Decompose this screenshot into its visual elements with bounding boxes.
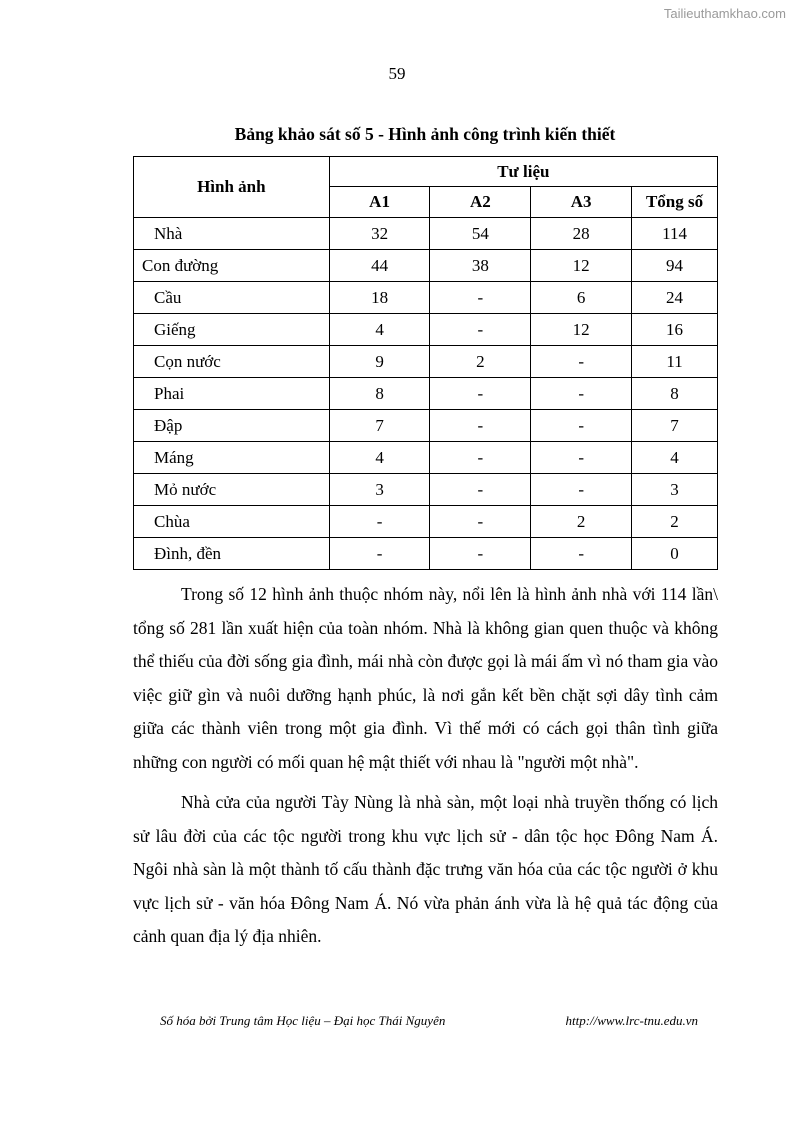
table-cell: 2 <box>531 506 632 538</box>
table-cell: 12 <box>531 250 632 282</box>
header-image: Hình ảnh <box>134 157 330 218</box>
table-row <box>134 346 718 378</box>
header-source: Tư liệu <box>329 157 717 187</box>
watermark: Tailieuthamkhao.com <box>663 6 786 21</box>
table-cell: 6 <box>531 282 632 314</box>
column-header: A1 <box>329 187 430 218</box>
footer-url: http://www.lrc-tnu.edu.vn <box>565 1013 698 1028</box>
table-cell: - <box>531 410 632 442</box>
table-row <box>134 250 718 282</box>
table-row <box>134 218 718 250</box>
page-number: 59 <box>388 64 406 83</box>
row-label: Mỏ nước <box>134 474 330 506</box>
row-label: Giếng <box>134 314 330 346</box>
row-label: Chùa <box>134 506 330 538</box>
table-cell: - <box>531 442 632 474</box>
table-row <box>134 378 718 410</box>
table-cell: 28 <box>531 218 632 250</box>
table-row <box>134 314 718 346</box>
table-cell: 16 <box>632 314 718 346</box>
table-cell: - <box>329 506 430 538</box>
row-label: Đình, đền <box>134 538 330 570</box>
table-cell: 38 <box>430 250 531 282</box>
survey-table <box>133 156 718 570</box>
table-cell: 44 <box>329 250 430 282</box>
row-label: Nhà <box>134 218 330 250</box>
paragraph: Trong số 12 hình ảnh thuộc nhóm này, nổi lên là hình ảnh nhà với 114 lần\ tổng số 281 lần xuất hiện của toàn nhóm. Nhà là không gian quen thuộc và không thể thiếu của đời sống gia đình, mái nhà còn được gọi là mái ấm vì nó tham gia vào việc giữ gìn và nuôi dưỡng hạnh phúc, là nơi gắn kết bền chặt sợi dây tình cảm giữa các thành viên trong một gia đình. Vì thế mới có cách gọi thân tình giữa những con người có mối quan hệ mật thiết với nhau là "người một nhà". <box>133 584 718 772</box>
table-cell: - <box>430 314 531 346</box>
table-cell: - <box>430 282 531 314</box>
row-label: Cầu <box>134 282 330 314</box>
row-label: Cọn nước <box>134 346 330 378</box>
table-cell: - <box>531 538 632 570</box>
column-header: A2 <box>430 187 531 218</box>
table-cell: - <box>531 378 632 410</box>
table-cell: 24 <box>632 282 718 314</box>
paragraph: Nhà cửa của người Tày Nùng là nhà sàn, một loại nhà truyền thống có lịch sử lâu đời của các tộc người trong khu vực lịch sử - dân tộc học Đông Nam Á. Ngôi nhà sàn là một thành tố cấu thành đặc trưng văn hóa của các tộc người ở khu vực lịch sử - văn hóa Đông Nam Á. Nó vừa phản ánh vừa là hệ quả tác động của cảnh quan địa lý địa nhiên. <box>133 792 718 946</box>
table-cell: 8 <box>632 378 718 410</box>
table-cell: - <box>531 346 632 378</box>
column-header: A3 <box>531 187 632 218</box>
table-row <box>134 282 718 314</box>
table-cell: - <box>430 538 531 570</box>
table-cell: 18 <box>329 282 430 314</box>
table-cell: 12 <box>531 314 632 346</box>
body-text <box>133 578 718 961</box>
table-row <box>134 474 718 506</box>
table-cell: - <box>531 474 632 506</box>
table-row <box>134 410 718 442</box>
row-label: Con đường <box>134 250 330 282</box>
table-title: Bảng khảo sát số 5 - Hình ảnh công trình kiến thiết <box>234 124 616 144</box>
table-row <box>134 538 718 570</box>
table-cell: 4 <box>329 314 430 346</box>
table-cell: 3 <box>632 474 718 506</box>
table-cell: 0 <box>632 538 718 570</box>
table-cell: 2 <box>632 506 718 538</box>
table-cell: 7 <box>329 410 430 442</box>
row-label: Máng <box>134 442 330 474</box>
footer-credit: Số hóa bởi Trung tâm Học liệu – Đại học Thái Nguyên <box>160 1013 446 1028</box>
table-cell: 8 <box>329 378 430 410</box>
table-cell: 9 <box>329 346 430 378</box>
table-cell: - <box>430 378 531 410</box>
column-header: Tổng số <box>632 187 718 218</box>
table-row <box>134 506 718 538</box>
table-cell: - <box>430 442 531 474</box>
table-cell: 11 <box>632 346 718 378</box>
table-cell: 3 <box>329 474 430 506</box>
table-cell: 7 <box>632 410 718 442</box>
table-cell: - <box>329 538 430 570</box>
table-cell: - <box>430 474 531 506</box>
table-cell: 54 <box>430 218 531 250</box>
table-cell: 4 <box>329 442 430 474</box>
table-cell: 94 <box>632 250 718 282</box>
table-cell: 2 <box>430 346 531 378</box>
table-cell: - <box>430 506 531 538</box>
table-cell: 114 <box>632 218 718 250</box>
table-cell: 4 <box>632 442 718 474</box>
table-body <box>134 218 718 570</box>
row-label: Phai <box>134 378 330 410</box>
table-row <box>134 442 718 474</box>
table-cell: 32 <box>329 218 430 250</box>
row-label: Đập <box>134 410 330 442</box>
table-cell: - <box>430 410 531 442</box>
